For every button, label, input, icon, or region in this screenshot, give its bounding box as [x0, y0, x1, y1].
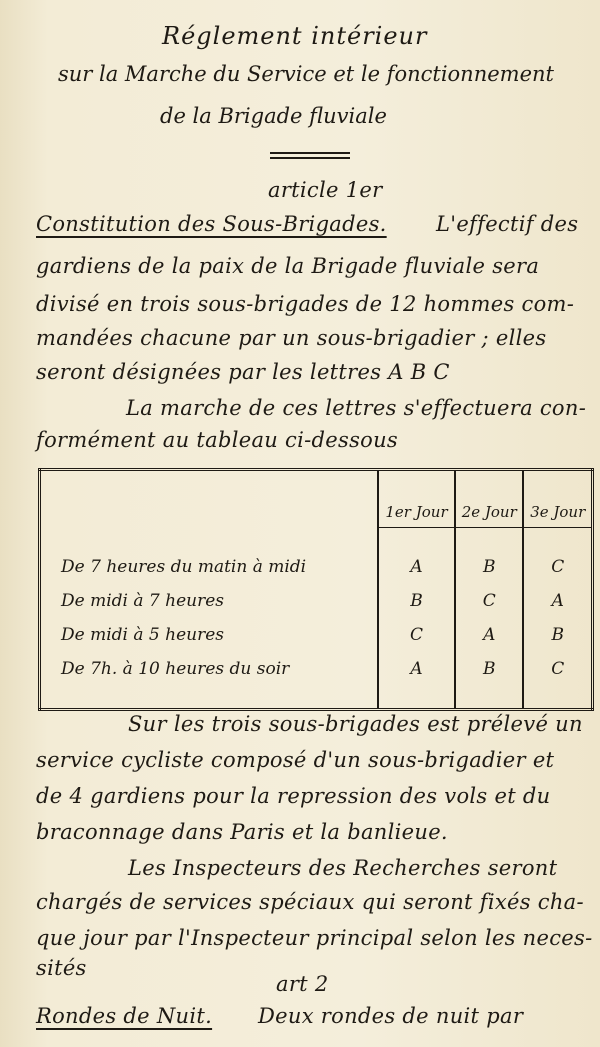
- schedule-cell: C: [455, 584, 523, 618]
- section-1-heading: Constitution des Sous-Brigades.: [36, 212, 387, 236]
- subtitle-line-2: de la Brigade fluviale: [160, 104, 387, 128]
- schedule-row-label: De 7 heures du matin à midi: [61, 557, 307, 577]
- schedule-cell: B: [455, 550, 523, 584]
- schedule-cell: B: [523, 618, 592, 652]
- paragraph-1-line: gardiens de la paix de la Brigade fluviale sera: [36, 254, 540, 278]
- schedule-row-label: De midi à 5 heures: [61, 625, 225, 645]
- subtitle-line-1: sur la Marche du Service et le fonctionnement: [58, 62, 554, 86]
- schedule-header-day-1: 1er Jour: [378, 470, 455, 528]
- schedule-cell: B: [455, 652, 523, 686]
- paragraph-1-line: divisé en trois sous-brigades de 12 hommes com-: [36, 292, 575, 316]
- paragraph-3-line: que jour par l'Inspecteur principal selon les neces-: [36, 926, 593, 950]
- schedule-header-row: [40, 470, 593, 528]
- document-title: Réglement intérieur: [162, 22, 428, 50]
- schedule-row: [40, 550, 593, 584]
- paragraph-1-line: mandées chacune par un sous-brigadier ; elles: [36, 326, 547, 350]
- article-1-heading: article 1er: [268, 178, 383, 202]
- schedule-cell: C: [523, 550, 592, 584]
- schedule-cell: A: [455, 618, 523, 652]
- section-2-heading: Rondes de Nuit.: [36, 1004, 213, 1028]
- paragraph-2-line: service cycliste composé d'un sous-brigadier et: [36, 748, 555, 772]
- paragraph-1-line: La marche de ces lettres s'effectuera con-: [126, 396, 587, 420]
- schedule-cell: C: [523, 652, 592, 686]
- paragraph-1-line: L'effectif des: [436, 212, 579, 236]
- title-rule-bottom: [270, 157, 350, 159]
- schedule-cell: A: [378, 652, 455, 686]
- title-rule-top: [270, 152, 350, 154]
- schedule-cell: A: [523, 584, 592, 618]
- paragraph-3-line: Les Inspecteurs des Recherches seront: [128, 856, 558, 880]
- paragraph-2-line: Sur les trois sous-brigades est prélevé un: [128, 712, 583, 736]
- schedule-header-day-3: 3e Jour: [523, 470, 592, 528]
- paragraph-1-line: formément au tableau ci-dessous: [36, 428, 399, 452]
- paragraph-3-line: sités: [36, 956, 87, 980]
- paragraph-3-line: chargés de services spéciaux qui seront fixés cha-: [36, 890, 584, 914]
- article-2-heading: art 2: [276, 972, 329, 996]
- schedule-row: [40, 584, 593, 618]
- schedule-row-label: De 7h. à 10 heures du soir: [61, 659, 290, 679]
- schedule-cell: A: [378, 550, 455, 584]
- paragraph-1-line: seront désignées par les lettres A B C: [36, 360, 450, 384]
- paragraph-2-line: de 4 gardiens pour la repression des vols et du: [36, 784, 551, 808]
- schedule-row: [40, 618, 593, 652]
- section-2-text: Deux rondes de nuit par: [258, 1004, 524, 1028]
- schedule-row-label: De midi à 7 heures: [61, 591, 225, 611]
- schedule-cell: B: [378, 584, 455, 618]
- schedule-table: [38, 468, 594, 711]
- schedule-row: [40, 652, 593, 686]
- schedule-header-day-2: 2e Jour: [455, 470, 523, 528]
- schedule-cell: C: [378, 618, 455, 652]
- paragraph-2-line: braconnage dans Paris et la banlieue.: [36, 820, 448, 844]
